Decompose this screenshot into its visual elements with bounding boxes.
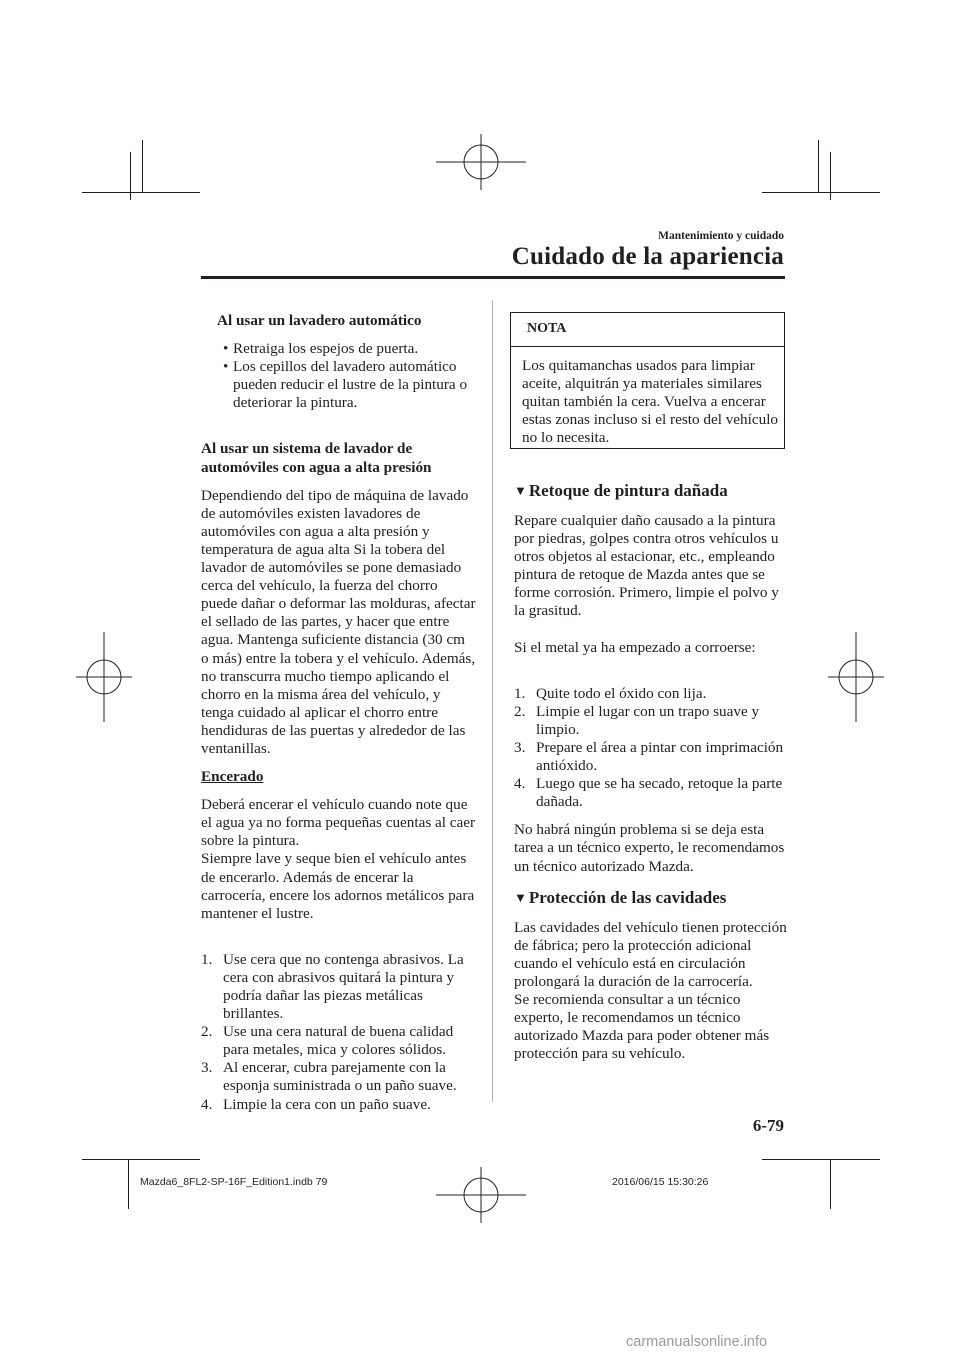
list-item: 1. Quite todo el óxido con lija. [514, 684, 707, 702]
registration-target-icon [436, 1167, 526, 1223]
registration-target-icon [828, 632, 884, 722]
registration-target-icon [436, 134, 526, 190]
note-title: NOTA [527, 321, 567, 336]
watermark: carmanualsonline.info [626, 1334, 768, 1350]
list-item: 2. Use una cera natural de buena calidad para metales, mica y colores sólidos. [201, 1023, 454, 1059]
note-text: Los quitamanchas usados para limpiar aceite, alquitrán ya materiales similares quitan también la cera. Vuelva a encerar estas zonas incluso si el resto del vehículo no lo necesita. [522, 357, 779, 447]
paragraph: Se recomienda consultar a un técnico experto, le recomendamos un técnico autorizado Mazda para poder obtener más protección para su vehículo. [514, 990, 770, 1063]
section-name: Mantenimiento y cuidado [658, 230, 784, 242]
page-number: 6-79 [752, 1116, 784, 1135]
list-item: 4. Luego que se ha secado, retoque la parte dañada. [514, 775, 783, 811]
bullet-icon: • [223, 340, 229, 358]
subheading-auto-wash: Al usar un lavadero automático [217, 312, 422, 329]
list-item: 3. Prepare el área a pintar con imprimación antióxido. [514, 738, 784, 775]
section-heading-cavities: ▼ Protección de las cavidades [514, 887, 727, 907]
triangle-down-icon: ▼ [514, 483, 527, 498]
footer-timestamp: 2016/06/15 15:30:26 [612, 1176, 709, 1188]
paragraph: Deberá encerar el vehículo cuando note que el agua ya no forma pequeñas cuentas al caer sobre la pintura. [201, 796, 476, 850]
column-divider [492, 300, 493, 1102]
paragraph: Repare cualquier daño causado a la pintura por piedras, golpes contra otros vehículos u otros objetos al estacionar, etc., empleando pintura de retoque de Mazda antes que se forme corrosión. Primero, limpie el polvo y la grasitud. [514, 512, 779, 620]
page-title: Cuidado de la apariencia [511, 243, 784, 270]
paragraph: No habrá ningún problema si se deja esta tarea a un técnico experto, le recomendamos un técnico autorizado Mazda. [514, 821, 785, 875]
triangle-down-icon: ▼ [514, 889, 527, 905]
list-item: 4. Limpie la cera con un paño suave. [201, 1095, 431, 1113]
note-box [510, 312, 785, 449]
right-column [514, 481, 787, 1063]
footer-file-name: Mazda6_8FL2-SP-16F_Edition1.indb 79 [140, 1176, 328, 1188]
paragraph: Si el metal ya ha empezado a corroerse: [514, 638, 756, 656]
subheading-waxing: Encerado [201, 768, 264, 786]
list-item: • Retraiga los espejos de puerta. [223, 340, 419, 358]
list-item: 3. Al encerar, cubra parejamente con la esponja suministrada o un paño suave. [201, 1059, 457, 1095]
paragraph: Dependiendo del tipo de máquina de lavado de automóviles existen lavadores de automóviles con agua a alta presión y temperatura de agua alta Si la tobera del lavador de automóviles se pone demasiado cerca del vehículo, la fuerza del chorro puede dañar o deformar las molduras, afectar el sellado de las partes, y hacer que entre agua. Mantenga suficiente distancia (30 cm o más) entre la tobera y el vehículo. Además, no transcurra mucho tiempo aplicando el chorro en la misma área del vehículo, y tenga cuidado al aplicar el chorro entre hendiduras de las puertas y alrededor de las ventanillas. [201, 486, 476, 757]
left-column [201, 312, 476, 1114]
paragraph: Las cavidades del vehículo tienen protección de fábrica; pero la protección adicional cuando el vehículo está en circulación prolongará la duración de la carrocería. [514, 918, 787, 990]
note-divider [511, 346, 784, 347]
subheading-high-pressure: Al usar un sistema de lavador de [201, 440, 413, 458]
bullet-icon: • [223, 358, 229, 376]
paragraph: Siempre lave y seque bien el vehículo antes de encerarlo. Además de encerar la carrocería, encere los adornos metálicos para mantener el lustre. [201, 850, 475, 922]
list-item: 2. Limpie el lugar con un trapo suave y limpio. [514, 702, 760, 738]
list-item: • Los cepillos del lavadero automático pueden reducir el lustre de la pintura o deteriorar la pintura. [223, 358, 468, 412]
subheading-high-pressure: automóviles con agua a alta presión [201, 458, 432, 476]
list-item: 1. Use cera que no contenga abrasivos. La cera con abrasivos quitará la pintura y podría dañar las piezas metálicas brillantes. [201, 950, 464, 1023]
header-rule [201, 276, 785, 279]
registration-target-icon [76, 632, 132, 722]
section-heading-touchup: ▼ Retoque de pintura dañada [514, 481, 728, 500]
